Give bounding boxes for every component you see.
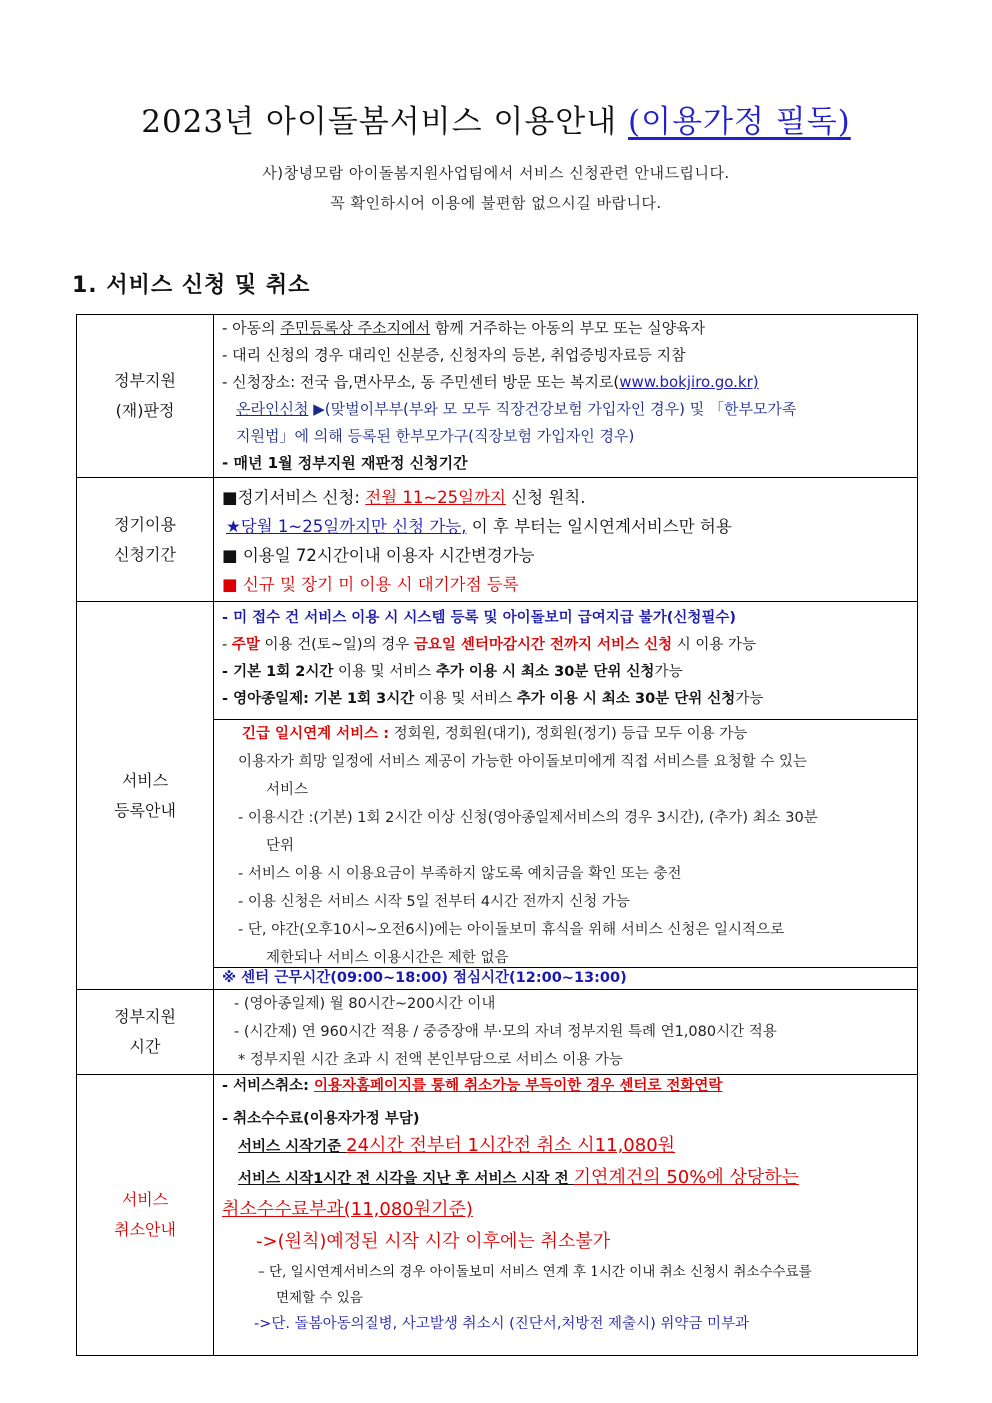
content-regular — [214, 478, 918, 602]
cancel-line-7: – 단, 일시연계서비스의 경우 아이돌보미 서비스 연계 후 1시간 이내 취소 신청시 취소수수료를 — [258, 1264, 812, 1280]
gov-line-1: - 아동의 주민등록상 주소지에서 함께 거주하는 아동의 부모 또는 실양육자 — [222, 319, 706, 337]
gov-time-line-3: * 정부지원 시간 초과 시 전액 본인부담으로 서비스 이용 가능 — [238, 1052, 623, 1068]
service-b-line-2: 이용자가 희망 일정에 서비스 제공이 가능한 아이돌보미에게 직접 서비스를 요청할 수 있는 — [238, 754, 807, 770]
intro-line-2: 꼭 확인하시어 이용에 불편함 없으시길 바랍니다. — [330, 194, 662, 212]
title-highlight: (이용가정 필독) — [628, 104, 851, 140]
service-b-line-9: 제한되나 서비스 이용시간은 제한 없음 — [266, 950, 509, 966]
row-cancel — [77, 1075, 918, 1356]
service-rules-block — [214, 602, 917, 719]
service-a-line-3: - 기본 1회 2시간 이용 및 서비스 추가 이용 시 최소 30분 단위 신청가능 — [222, 664, 683, 680]
service-b-line-4: - 이용시간 :(기본) 1회 2시간 이상 신청(영아종일제서비스의 경우 3시간), (추가) 최소 30분 — [238, 810, 818, 826]
content-cancel — [214, 1075, 918, 1356]
gov-line-2: - 대리 신청의 경우 대리인 신분증, 신청자의 등본, 취업증빙자료등 지참 — [222, 346, 686, 364]
label-cancel: 서비스 취소안내 — [77, 1075, 214, 1356]
regular-line-1: ■정기서비스 신청: 전월 11~25일까지 신청 원칙. — [222, 488, 586, 507]
cancel-line-8: 면제할 수 있음 — [276, 1290, 363, 1306]
service-a-line-1: - 미 접수 건 서비스 이용 시 시스템 등록 및 아이돌보미 급여지급 불가(신청필수) — [222, 610, 737, 626]
emergency-service-block — [214, 719, 917, 967]
cancel-line-1: - 서비스취소: 이용자홈페이지를 통해 취소가능 부득이한 경우 센터로 전화연락 — [222, 1078, 723, 1094]
row-gov-judgement — [77, 315, 918, 478]
service-b-line-5: 단위 — [266, 838, 295, 854]
regular-line-4: ■ 신규 및 장기 미 이용 시 대기가점 등록 — [222, 575, 519, 594]
intro-line-1: 사)창녕모람 아이돌봄지원사업팀에서 서비스 신청관련 안내드립니다. — [262, 164, 730, 182]
service-info-table — [76, 314, 918, 1356]
cancel-line-5: 취소수수료부과(11,080원기준) — [222, 1199, 473, 1220]
content-service-registration — [214, 602, 918, 990]
content-gov-judgement — [214, 315, 918, 478]
regular-line-3: ■ 이용일 72시간이내 이용자 시간변경가능 — [222, 546, 535, 565]
service-b-line-8: - 단, 야간(오후10시~오전6시)에는 아이돌보미 휴식을 위해 서비스 신청은 일시적으로 — [238, 922, 785, 938]
service-b-line-3: 서비스 — [266, 782, 309, 798]
online-apply-link[interactable]: 온라인신청 — [236, 400, 309, 418]
gov-line-3: - 신청장소: 전국 읍,면사무소, 동 주민센터 방문 또는 복지로(www.bokjiro.go.kr) — [222, 373, 759, 391]
cancel-line-2: - 취소수수료(이용자가정 부담) — [222, 1111, 420, 1127]
cancel-line-6: ->(원칙)예정된 시작 시각 이후에는 취소불가 — [256, 1231, 611, 1252]
service-b-line-6: - 서비스 이용 시 이용요금이 부족하지 않도록 예치금을 확인 또는 충전 — [238, 866, 682, 882]
title-main: 2023년 아이돌봄서비스 이용안내 — [141, 104, 629, 140]
gov-time-line-1: - (영아종일제) 월 80시간~200시간 이내 — [234, 996, 496, 1012]
content-gov-time — [214, 990, 918, 1075]
bokjiro-link[interactable]: www.bokjiro.go.kr) — [619, 373, 759, 391]
cancel-line-3: 서비스 시작기준 24시간 전부터 1시간전 취소 시11,080원 — [238, 1135, 676, 1156]
row-regular — [77, 478, 918, 602]
page-title — [0, 96, 992, 141]
regular-line-2: ★당월 1~25일까지만 신청 가능, 이 후 부터는 일시연계서비스만 허용 — [226, 517, 732, 536]
gov-line-5: 지원법」에 의해 등록된 한부모가구(직장보험 가입자인 경우) — [236, 427, 635, 445]
gov-line-6: - 매년 1월 정부지원 재판정 신청기간 — [222, 454, 468, 472]
section-title: 1. 서비스 신청 및 취소 — [72, 273, 311, 298]
gov-line-4: 온라인신청 ▶(맞벌이부부(부와 모 모두 직장건강보험 가입자인 경우) 및 「한부모가족 — [236, 400, 797, 418]
service-b-line-7: - 이용 신청은 서비스 시작 5일 전부터 4시간 전까지 신청 가능 — [238, 894, 630, 910]
label-gov-time: 정부지원 시간 — [77, 990, 214, 1075]
service-b-line-1: 긴급 일시연계 서비스 : 정회원, 정회원(대기), 정회원(정기) 등급 모두 이용 가능 — [242, 726, 748, 742]
label-regular: 정기이용 신청기간 — [77, 478, 214, 602]
service-hours-note: ※ 센터 근무시간(09:00~18:00) 점심시간(12:00~13:00) — [214, 967, 917, 989]
row-service-registration — [77, 602, 918, 990]
label-gov-judgement: 정부지원 (재)판정 — [77, 315, 214, 478]
cancel-line-9: ->단. 돌봄아동의질병, 사고발생 취소시 (진단서,처방전 제출시) 위약금 미부과 — [254, 1316, 749, 1332]
label-service-registration: 서비스 등록안내 — [77, 602, 214, 990]
gov-time-line-2: - (시간제) 연 960시간 적용 / 중증장애 부·모의 자녀 정부지원 특례 연1,080시간 적용 — [234, 1024, 777, 1040]
cancel-line-4: 서비스 시작1시간 전 시각을 지난 후 서비스 시작 전 기연계건의 50%에 상당하는 — [238, 1167, 800, 1188]
row-gov-time — [77, 990, 918, 1075]
service-a-line-2: - 주말 이용 건(토~일)의 경우 금요일 센터마감시간 전까지 서비스 신청 시 이용 가능 — [222, 637, 757, 653]
service-a-line-4: - 영아종일제: 기본 1회 3시간 이용 및 서비스 추가 이용 시 최소 30분 단위 신청가능 — [222, 691, 764, 707]
